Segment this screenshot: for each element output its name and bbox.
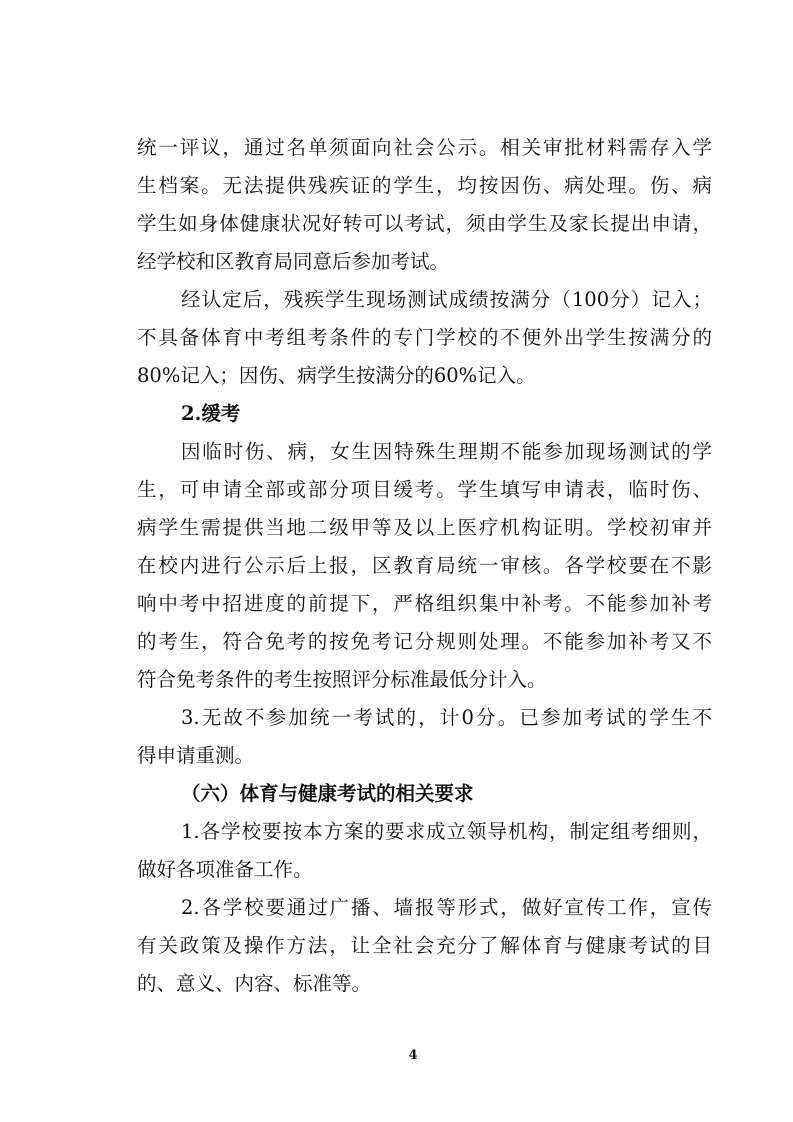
body-text-line: 有关政策及操作方法，让全社会充分了解体育与健康考试的目 bbox=[137, 934, 712, 957]
body-text-line: 得申请重测。 bbox=[137, 744, 255, 767]
subheading-deferred-exam: 2.缓考 bbox=[181, 402, 241, 425]
body-text-line: 2.各学校要通过广播、墙报等形式，做好宣传工作，宣传 bbox=[181, 896, 712, 919]
page-number: 4 bbox=[408, 1048, 418, 1063]
body-text-line: 的考生，符合免考的按免考记分规则处理。不能参加补考又不 bbox=[137, 630, 712, 653]
body-text-line: 经认定后，残疾学生现场测试成绩按满分（100分）记入； bbox=[181, 288, 712, 311]
body-text-line: 不具备体育中考组考条件的专门学校的不便外出学生按满分的 bbox=[137, 326, 712, 349]
body-text-line: 学生如身体健康状况好转可以考试，须由学生及家长提出申请， bbox=[137, 212, 712, 235]
body-text-line: 因临时伤、病，女生因特殊生理期不能参加现场测试的学 bbox=[181, 440, 712, 463]
body-text-line: 做好各项准备工作。 bbox=[137, 858, 313, 881]
body-text-line: 80%记入；因伤、病学生按满分的60%记入。 bbox=[137, 364, 536, 387]
body-text-line: 经学校和区教育局同意后参加考试。 bbox=[137, 250, 450, 273]
body-text-line: 3.无故不参加统一考试的，计0分。已参加考试的学生不 bbox=[181, 706, 712, 729]
section-heading-six: （六）体育与健康考试的相关要求 bbox=[181, 782, 474, 805]
body-text-line: 生档案。无法提供残疾证的学生，均按因伤、病处理。伤、病 bbox=[137, 174, 712, 197]
body-text-line: 响中考中招进度的前提下，严格组织集中补考。不能参加补考 bbox=[137, 592, 712, 615]
body-text-line: 生，可申请全部或部分项目缓考。学生填写申请表，临时伤、 bbox=[137, 478, 712, 501]
body-text-line: 病学生需提供当地二级甲等及以上医疗机构证明。学校初审并 bbox=[137, 516, 712, 539]
body-text-line: 符合免考条件的考生按照评分标准最低分计入。 bbox=[137, 668, 547, 691]
body-text-line: 1.各学校要按本方案的要求成立领导机构，制定组考细则， bbox=[181, 820, 712, 843]
body-text-line: 的、意义、内容、标准等。 bbox=[137, 972, 372, 995]
document-body bbox=[137, 129, 712, 1003]
body-text-line: 统一评议，通过名单须面向社会公示。相关审批材料需存入学 bbox=[137, 136, 712, 159]
body-text-line: 在校内进行公示后上报，区教育局统一审核。各学校要在不影 bbox=[137, 554, 712, 577]
